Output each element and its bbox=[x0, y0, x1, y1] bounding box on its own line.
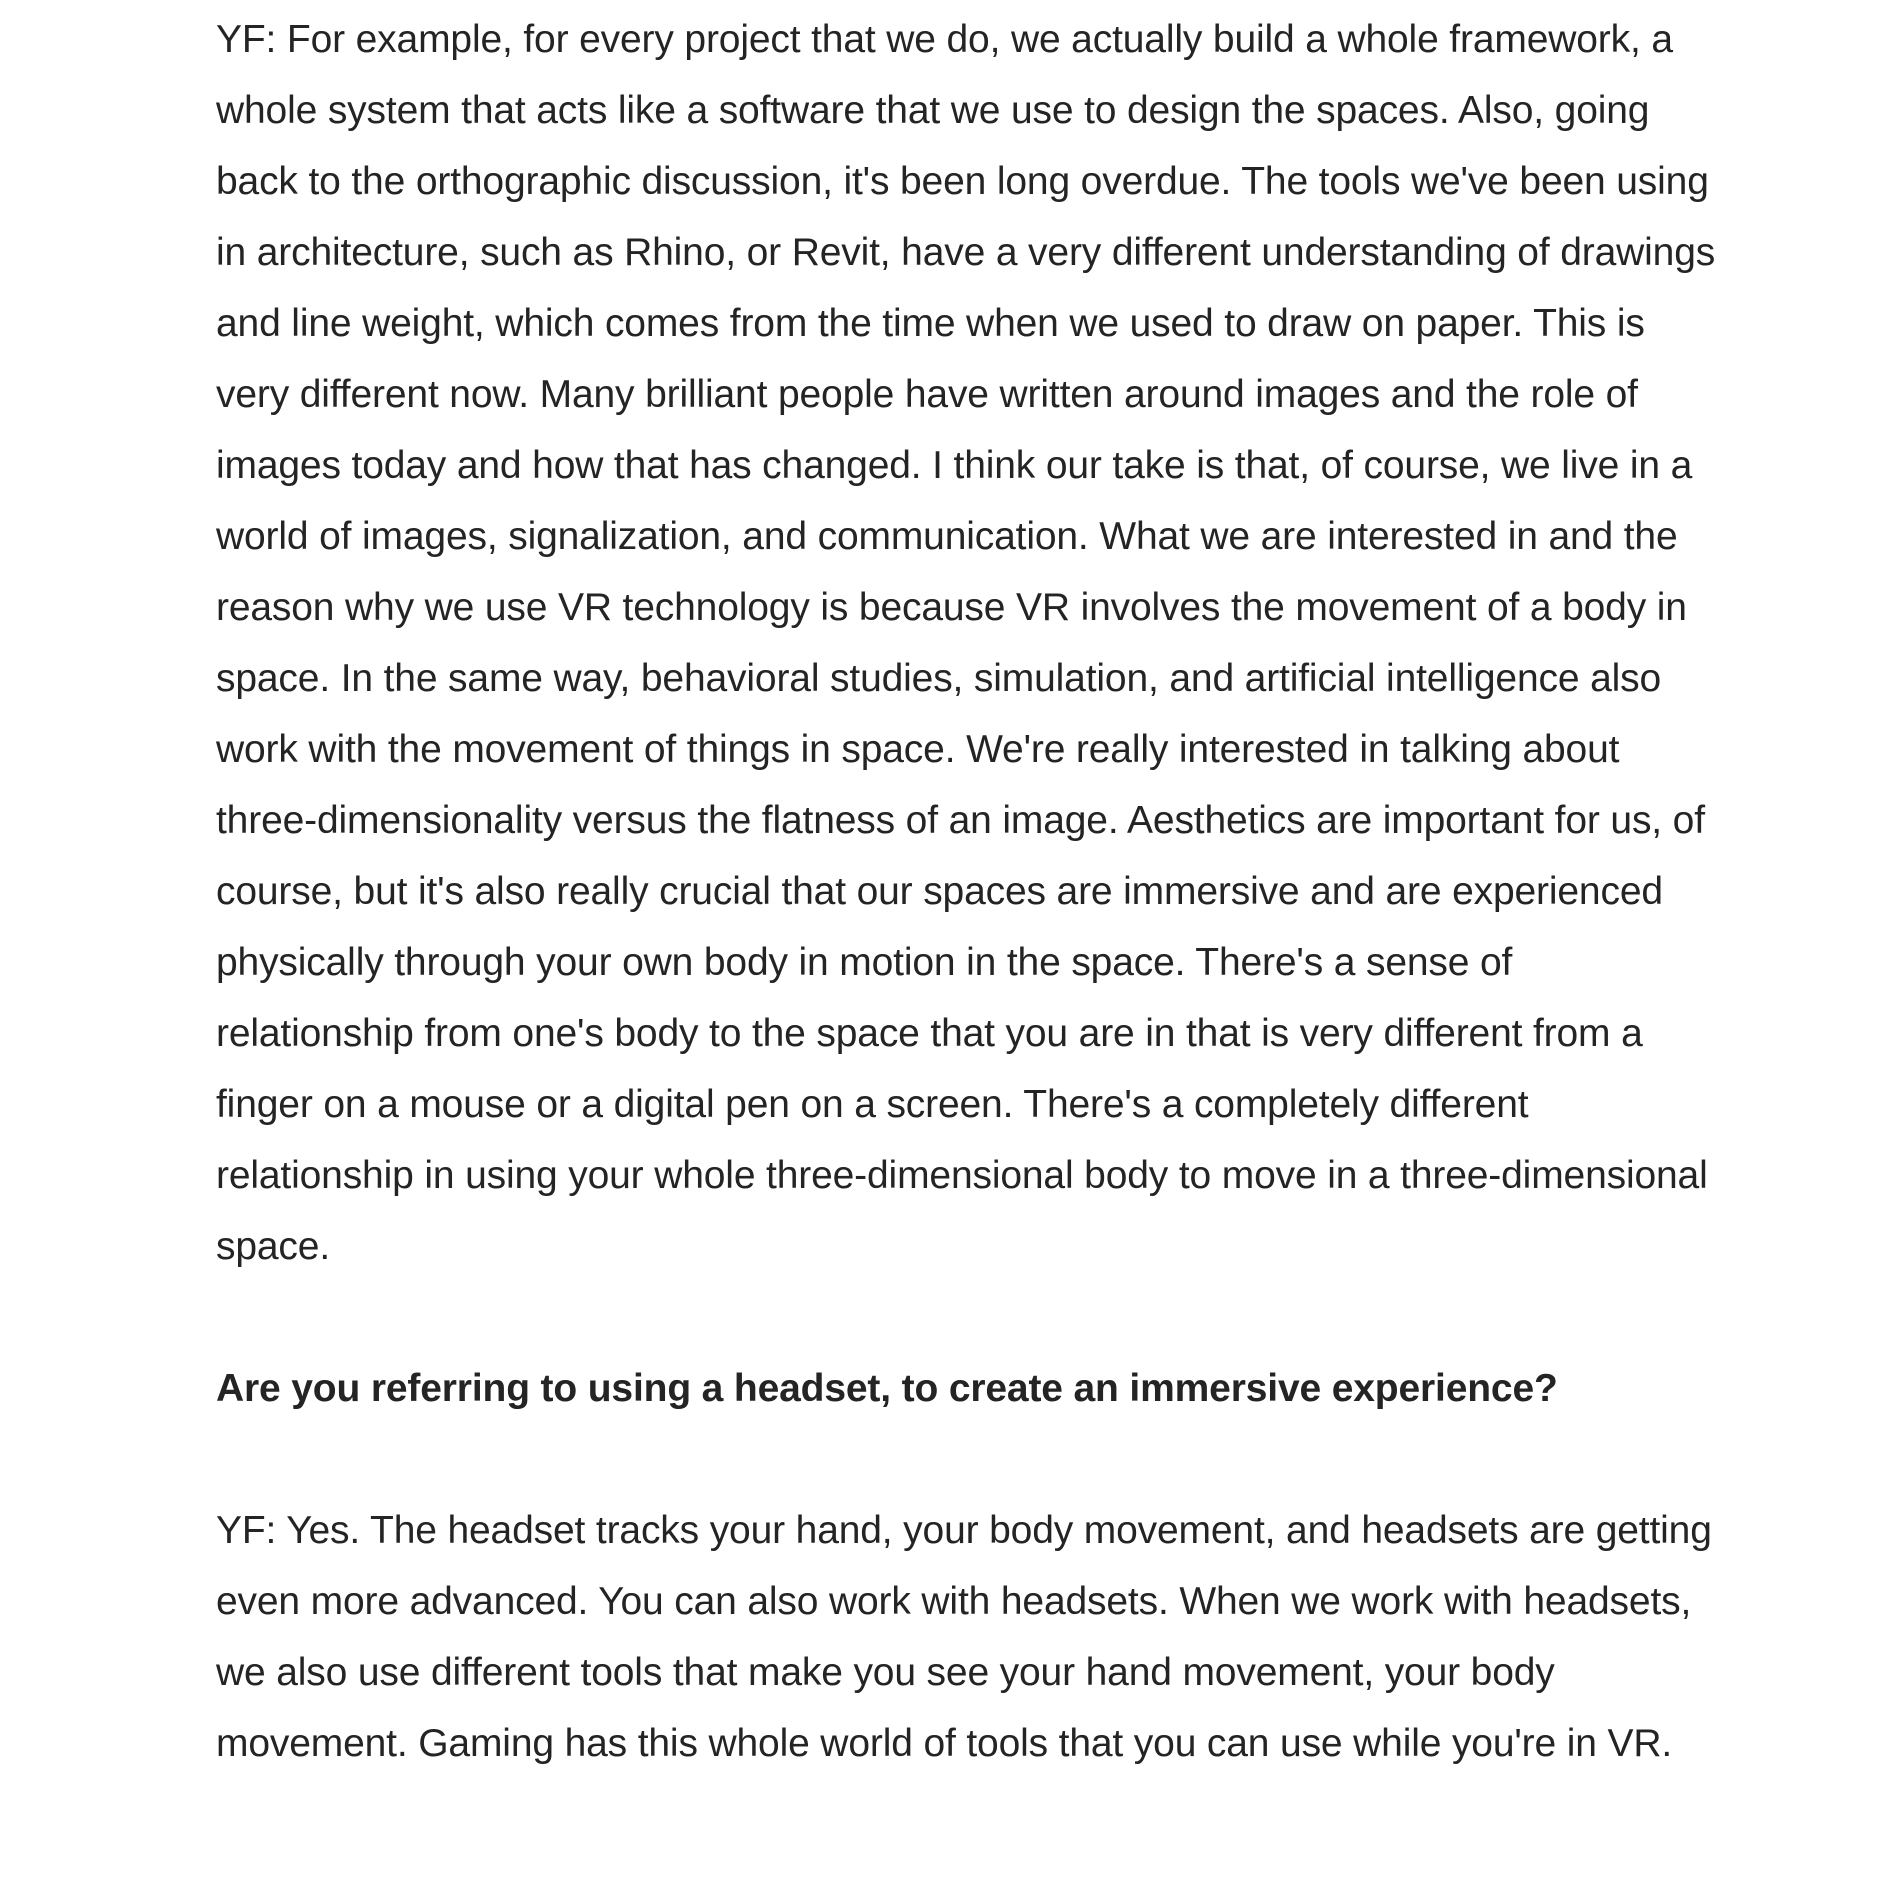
answer-paragraph-1: YF: For example, for every project that we do, we actually build a whole framework, a whole system that acts like a software that we use to design the spaces. Also, going back to the orthographic discussion, it's been long overdue. The tools we've been using in architecture, such as Rhino, or Revit, have a very different understanding of drawings and line weight, which comes from the time when we used to draw on paper. This is very different now. Many brilliant people have written around images and the role of images today and how that has changed. I think our take is that, of course, we live in a world of images, signalization, and communication. What we are interested in and the reason why we use VR technology is because VR involves the movement of a body in space. In the same way, behavioral studies, simulation, and artificial intelligence also work with the movement of things in space. We're really interested in talking about three-dimensionality versus the flatness of an image. Aesthetics are important for us, of course, but it's also really crucial that our spaces are immersive and are experienced physically through your own body in motion in the space. There's a sense of relationship from one's body to the space that you are in that is very different from a finger on a mouse or a digital pen on a screen. There's a completely different relationship in using your whole three-dimensional body to move in a three-dimensional space. bbox=[216, 18, 1716, 1268]
answer-paragraph-2: YF: Yes. The headset tracks your hand, your body movement, and headsets are getting even more advanced. You can also work with headsets. When we work with headsets, we also use different tools that make you see your hand movement, your body movement. Gaming has this whole world of tools that you can use while you're in VR. bbox=[216, 1509, 1712, 1765]
article-body bbox=[216, 4, 1716, 1779]
interview-question: Are you referring to using a headset, to create an immersive experience? bbox=[216, 1367, 1558, 1410]
